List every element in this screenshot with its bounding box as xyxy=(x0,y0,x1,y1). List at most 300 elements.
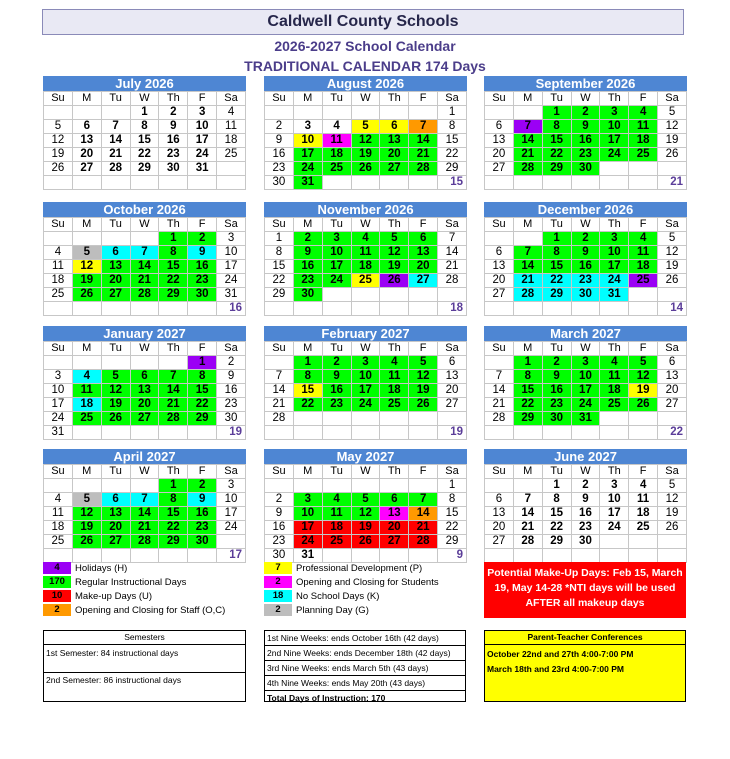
day-cell xyxy=(380,549,409,563)
day-cell: 4 xyxy=(44,246,73,260)
day-cell: 31 xyxy=(44,426,73,440)
day-cell: 19 xyxy=(72,274,101,288)
day-of-week-header: M xyxy=(72,218,101,232)
day-cell: 20 xyxy=(409,260,438,274)
day-cell xyxy=(44,106,73,120)
month-calendar xyxy=(264,449,467,563)
day-of-week-header: Sa xyxy=(438,92,467,106)
day-cell: 25 xyxy=(629,274,658,288)
day-cell: 27 xyxy=(438,398,467,412)
day-cell xyxy=(130,426,159,440)
nine-weeks-1: 1st Nine Weeks: ends October 16th (42 days) xyxy=(265,631,465,646)
day-cell xyxy=(101,106,130,120)
day-cell: 9 xyxy=(265,134,294,148)
day-of-week-header: Tu xyxy=(542,465,571,479)
day-cell: 27 xyxy=(485,288,514,302)
day-cell: 4 xyxy=(322,120,351,134)
month-calendar xyxy=(484,202,687,316)
day-cell: 23 xyxy=(188,521,217,535)
day-cell: 22 xyxy=(159,274,188,288)
day-cell: 28 xyxy=(159,412,188,426)
month-calendar xyxy=(264,202,467,316)
day-cell xyxy=(409,479,438,493)
day-cell: 26 xyxy=(658,521,687,535)
day-of-week-header: W xyxy=(571,342,600,356)
day-cell xyxy=(44,302,73,316)
makeup-days-notice: Potential Make-Up Days: Feb 15, March 19, May 14-28 *NTI days will be used AFTER all makeup days xyxy=(484,562,686,618)
day-cell: 23 xyxy=(159,148,188,162)
day-cell xyxy=(322,412,351,426)
day-of-week-header: W xyxy=(571,92,600,106)
day-cell: 15 xyxy=(293,384,322,398)
day-cell xyxy=(380,426,409,440)
day-cell: 2 xyxy=(293,232,322,246)
day-cell xyxy=(293,106,322,120)
day-cell: 12 xyxy=(380,246,409,260)
day-of-week-header: W xyxy=(130,342,159,356)
day-cell: 21 xyxy=(513,148,542,162)
day-cell: 14 xyxy=(159,384,188,398)
day-cell: 15 xyxy=(542,134,571,148)
day-of-week-header: Sa xyxy=(438,342,467,356)
day-cell xyxy=(380,479,409,493)
legend-item xyxy=(264,604,369,618)
day-of-week-header: M xyxy=(293,342,322,356)
day-cell: 24 xyxy=(600,148,629,162)
day-cell: 14 xyxy=(513,134,542,148)
day-cell: 3 xyxy=(600,232,629,246)
day-cell xyxy=(571,549,600,563)
day-cell xyxy=(44,176,73,190)
day-cell: 1 xyxy=(130,106,159,120)
day-cell xyxy=(542,426,571,440)
day-cell: 26 xyxy=(658,274,687,288)
nine-weeks-3: 3rd Nine Weeks: ends March 5th (43 days) xyxy=(265,661,465,676)
day-cell xyxy=(322,426,351,440)
day-cell: 16 xyxy=(188,507,217,521)
day-cell: 26 xyxy=(351,162,380,176)
day-cell: 15 xyxy=(159,507,188,521)
day-cell: 16 xyxy=(159,134,188,148)
day-cell: 24 xyxy=(293,535,322,549)
day-of-week-header: M xyxy=(293,92,322,106)
day-of-week-header: Su xyxy=(44,218,73,232)
day-of-week-header: Th xyxy=(380,465,409,479)
day-of-week-header: Sa xyxy=(658,92,687,106)
day-cell: 6 xyxy=(72,120,101,134)
day-cell xyxy=(485,106,514,120)
day-cell: 19 xyxy=(351,148,380,162)
day-of-week-header: W xyxy=(130,218,159,232)
day-of-week-header: M xyxy=(72,342,101,356)
day-cell: 31 xyxy=(571,412,600,426)
day-cell xyxy=(44,549,73,563)
day-cell: 11 xyxy=(217,120,246,134)
day-cell: 5 xyxy=(101,370,130,384)
day-of-week-header: Tu xyxy=(322,218,351,232)
day-cell: 14 xyxy=(101,134,130,148)
day-cell: 30 xyxy=(571,288,600,302)
day-cell: 20 xyxy=(101,274,130,288)
day-cell: 30 xyxy=(265,549,294,563)
month-title: February 2027 xyxy=(264,326,467,341)
day-cell: 14 xyxy=(485,384,514,398)
legend-label: No School Days (K) xyxy=(296,591,380,602)
day-cell: 5 xyxy=(72,493,101,507)
month-title: May 2027 xyxy=(264,449,467,464)
day-cell: 25 xyxy=(600,398,629,412)
day-cell: 11 xyxy=(44,507,73,521)
day-cell xyxy=(600,426,629,440)
day-cell: 16 xyxy=(293,260,322,274)
day-cell xyxy=(485,549,514,563)
day-cell: 13 xyxy=(658,370,687,384)
day-cell xyxy=(438,412,467,426)
legend-label: Regular Instructional Days xyxy=(75,577,187,588)
day-cell: 27 xyxy=(380,162,409,176)
day-cell: 31 xyxy=(293,549,322,563)
day-cell: 3 xyxy=(600,479,629,493)
day-cell: 7 xyxy=(409,493,438,507)
day-cell: 3 xyxy=(322,232,351,246)
day-cell: 15 xyxy=(188,384,217,398)
day-cell: 27 xyxy=(409,274,438,288)
calendar-type-title: TRADITIONAL CALENDAR 174 Days xyxy=(244,58,486,74)
day-cell xyxy=(351,302,380,316)
day-cell: 1 xyxy=(159,232,188,246)
day-cell xyxy=(629,535,658,549)
month-table xyxy=(484,91,687,190)
day-cell xyxy=(485,232,514,246)
day-cell: 26 xyxy=(101,412,130,426)
day-of-week-header: M xyxy=(513,465,542,479)
legend-item xyxy=(43,604,225,618)
day-cell: 26 xyxy=(658,148,687,162)
day-cell: 16 xyxy=(188,260,217,274)
day-cell: 21 xyxy=(485,398,514,412)
day-cell xyxy=(658,288,687,302)
day-cell xyxy=(600,549,629,563)
day-cell: 1 xyxy=(542,106,571,120)
day-cell xyxy=(600,176,629,190)
day-cell: 2 xyxy=(265,493,294,507)
month-instructional-total: 14 xyxy=(658,302,687,316)
day-cell xyxy=(600,302,629,316)
day-cell: 9 xyxy=(188,246,217,260)
day-cell: 28 xyxy=(409,162,438,176)
day-cell: 4 xyxy=(629,232,658,246)
day-cell xyxy=(629,549,658,563)
day-cell: 31 xyxy=(600,288,629,302)
day-cell xyxy=(658,162,687,176)
day-cell: 25 xyxy=(44,288,73,302)
day-of-week-header: W xyxy=(351,342,380,356)
day-of-week-header: W xyxy=(351,218,380,232)
month-title: June 2027 xyxy=(484,449,687,464)
day-cell: 3 xyxy=(293,120,322,134)
day-of-week-header: Tu xyxy=(542,92,571,106)
day-cell: 10 xyxy=(188,120,217,134)
day-cell xyxy=(351,176,380,190)
day-cell: 2 xyxy=(571,106,600,120)
day-cell: 21 xyxy=(438,260,467,274)
legend-item xyxy=(264,576,439,590)
day-cell xyxy=(130,479,159,493)
day-cell: 1 xyxy=(293,356,322,370)
day-cell: 28 xyxy=(485,412,514,426)
day-of-week-header: W xyxy=(351,92,380,106)
nine-weeks-4: 4th Nine Weeks: ends May 20th (43 days) xyxy=(265,676,465,691)
day-cell: 2 xyxy=(571,479,600,493)
day-of-week-header: Su xyxy=(44,342,73,356)
day-cell: 13 xyxy=(409,246,438,260)
day-of-week-header: Th xyxy=(159,218,188,232)
day-cell: 11 xyxy=(380,370,409,384)
day-of-week-header: Su xyxy=(265,342,294,356)
day-cell: 15 xyxy=(438,134,467,148)
day-cell: 21 xyxy=(409,521,438,535)
day-of-week-header: Sa xyxy=(217,92,246,106)
day-cell: 2 xyxy=(322,356,351,370)
day-cell xyxy=(409,288,438,302)
day-cell xyxy=(351,479,380,493)
day-cell: 6 xyxy=(409,232,438,246)
day-cell: 17 xyxy=(188,134,217,148)
day-of-week-header: Tu xyxy=(101,92,130,106)
day-cell: 10 xyxy=(351,370,380,384)
day-of-week-header: F xyxy=(409,342,438,356)
day-of-week-header: F xyxy=(188,342,217,356)
day-cell xyxy=(485,356,514,370)
day-of-week-header: Th xyxy=(380,92,409,106)
day-cell: 23 xyxy=(322,398,351,412)
day-cell: 21 xyxy=(130,274,159,288)
day-cell: 9 xyxy=(159,120,188,134)
day-cell: 15 xyxy=(130,134,159,148)
day-cell: 22 xyxy=(188,398,217,412)
day-cell: 24 xyxy=(571,398,600,412)
month-table xyxy=(264,217,467,316)
day-cell xyxy=(351,288,380,302)
day-cell: 16 xyxy=(322,384,351,398)
day-cell: 8 xyxy=(513,370,542,384)
day-cell: 24 xyxy=(217,521,246,535)
day-cell: 28 xyxy=(409,535,438,549)
legend-swatch: 7 xyxy=(264,562,292,574)
semester-first: 1st Semester: 84 instructional days xyxy=(44,645,245,673)
day-cell: 13 xyxy=(485,507,514,521)
day-cell: 20 xyxy=(72,148,101,162)
day-cell xyxy=(293,302,322,316)
day-cell: 9 xyxy=(322,370,351,384)
day-of-week-header: Sa xyxy=(438,465,467,479)
day-cell: 8 xyxy=(542,493,571,507)
day-cell: 17 xyxy=(322,260,351,274)
day-cell xyxy=(130,176,159,190)
day-cell: 17 xyxy=(44,398,73,412)
day-cell: 28 xyxy=(130,535,159,549)
day-cell: 1 xyxy=(438,479,467,493)
month-instructional-total: 19 xyxy=(217,426,246,440)
day-cell xyxy=(101,426,130,440)
day-cell: 11 xyxy=(629,246,658,260)
month-instructional-total: 18 xyxy=(438,302,467,316)
day-cell xyxy=(658,549,687,563)
day-of-week-header: Su xyxy=(265,218,294,232)
day-of-week-header: Th xyxy=(600,218,629,232)
day-of-week-header: Tu xyxy=(101,465,130,479)
month-instructional-total: 21 xyxy=(658,176,687,190)
day-cell xyxy=(629,412,658,426)
day-cell: 15 xyxy=(513,384,542,398)
day-cell: 22 xyxy=(438,148,467,162)
day-cell: 22 xyxy=(159,521,188,535)
day-cell xyxy=(72,302,101,316)
day-cell: 17 xyxy=(351,384,380,398)
day-cell: 19 xyxy=(629,384,658,398)
day-cell: 8 xyxy=(188,370,217,384)
day-cell: 16 xyxy=(265,148,294,162)
day-of-week-header: F xyxy=(629,92,658,106)
calendar-year-title: 2026-2027 School Calendar xyxy=(274,38,456,54)
day-cell: 29 xyxy=(438,535,467,549)
day-cell: 7 xyxy=(513,493,542,507)
day-cell xyxy=(72,356,101,370)
month-instructional-total: 17 xyxy=(217,549,246,563)
day-cell: 29 xyxy=(542,535,571,549)
day-of-week-header: Su xyxy=(265,465,294,479)
day-cell: 6 xyxy=(130,370,159,384)
day-of-week-header: M xyxy=(72,92,101,106)
day-cell xyxy=(438,288,467,302)
day-cell xyxy=(542,176,571,190)
legend-item xyxy=(264,590,379,604)
day-of-week-header: Th xyxy=(600,465,629,479)
total-instruction-days: Total Days of Instruction: 170 xyxy=(267,693,386,703)
day-cell: 28 xyxy=(513,288,542,302)
day-cell: 10 xyxy=(600,246,629,260)
day-cell: 7 xyxy=(438,232,467,246)
day-cell xyxy=(159,549,188,563)
day-cell: 4 xyxy=(380,356,409,370)
day-cell: 3 xyxy=(293,493,322,507)
day-cell: 22 xyxy=(293,398,322,412)
month-calendar xyxy=(264,76,467,190)
day-cell: 25 xyxy=(44,535,73,549)
day-cell: 9 xyxy=(571,493,600,507)
month-table xyxy=(43,341,246,440)
day-cell: 7 xyxy=(513,120,542,134)
day-cell: 11 xyxy=(351,246,380,260)
day-of-week-header: Th xyxy=(380,218,409,232)
day-cell: 6 xyxy=(485,120,514,134)
day-cell: 30 xyxy=(571,535,600,549)
day-cell: 22 xyxy=(542,521,571,535)
day-cell xyxy=(513,549,542,563)
day-cell xyxy=(380,106,409,120)
day-cell: 27 xyxy=(130,412,159,426)
conferences-title: Parent-Teacher Conferences xyxy=(485,631,685,645)
day-cell: 19 xyxy=(101,398,130,412)
day-cell xyxy=(409,412,438,426)
day-cell: 30 xyxy=(188,535,217,549)
month-calendar xyxy=(43,449,246,563)
day-cell: 5 xyxy=(351,120,380,134)
day-cell: 29 xyxy=(159,288,188,302)
day-cell xyxy=(217,535,246,549)
day-cell xyxy=(265,479,294,493)
day-cell: 5 xyxy=(351,493,380,507)
month-table xyxy=(43,91,246,190)
month-title: August 2026 xyxy=(264,76,467,91)
day-cell: 23 xyxy=(188,274,217,288)
day-cell: 2 xyxy=(542,356,571,370)
day-cell: 1 xyxy=(438,106,467,120)
day-cell: 18 xyxy=(629,134,658,148)
day-cell xyxy=(380,288,409,302)
day-cell: 9 xyxy=(293,246,322,260)
day-cell: 27 xyxy=(101,535,130,549)
day-cell: 24 xyxy=(600,274,629,288)
day-cell xyxy=(159,176,188,190)
day-cell: 24 xyxy=(217,274,246,288)
day-cell: 29 xyxy=(513,412,542,426)
day-cell: 25 xyxy=(217,148,246,162)
day-cell xyxy=(44,232,73,246)
day-of-week-header: Tu xyxy=(542,342,571,356)
day-cell: 11 xyxy=(322,507,351,521)
day-cell: 28 xyxy=(265,412,294,426)
day-cell: 21 xyxy=(101,148,130,162)
day-of-week-header: Sa xyxy=(658,342,687,356)
day-cell: 19 xyxy=(72,521,101,535)
day-cell: 7 xyxy=(265,370,294,384)
day-cell: 22 xyxy=(265,274,294,288)
day-cell: 12 xyxy=(658,246,687,260)
day-cell: 18 xyxy=(351,260,380,274)
day-cell: 3 xyxy=(351,356,380,370)
day-cell: 30 xyxy=(217,412,246,426)
day-cell: 28 xyxy=(101,162,130,176)
day-cell: 17 xyxy=(600,134,629,148)
day-cell: 27 xyxy=(101,288,130,302)
day-cell xyxy=(658,535,687,549)
day-cell: 28 xyxy=(513,162,542,176)
day-cell xyxy=(513,106,542,120)
day-cell: 26 xyxy=(409,398,438,412)
day-cell: 14 xyxy=(513,507,542,521)
day-cell: 10 xyxy=(293,507,322,521)
day-cell: 29 xyxy=(542,162,571,176)
day-cell: 10 xyxy=(44,384,73,398)
day-cell: 9 xyxy=(188,493,217,507)
day-cell: 11 xyxy=(322,134,351,148)
day-cell: 30 xyxy=(571,162,600,176)
day-cell: 31 xyxy=(188,162,217,176)
day-cell xyxy=(322,302,351,316)
day-cell: 15 xyxy=(542,260,571,274)
day-cell: 25 xyxy=(380,398,409,412)
day-cell: 2 xyxy=(188,232,217,246)
day-cell xyxy=(380,412,409,426)
month-title: March 2027 xyxy=(484,326,687,341)
day-of-week-header: F xyxy=(629,465,658,479)
day-cell: 23 xyxy=(571,274,600,288)
day-cell: 7 xyxy=(409,120,438,134)
day-cell xyxy=(265,302,294,316)
month-instructional-total: 15 xyxy=(438,176,467,190)
day-cell: 21 xyxy=(409,148,438,162)
